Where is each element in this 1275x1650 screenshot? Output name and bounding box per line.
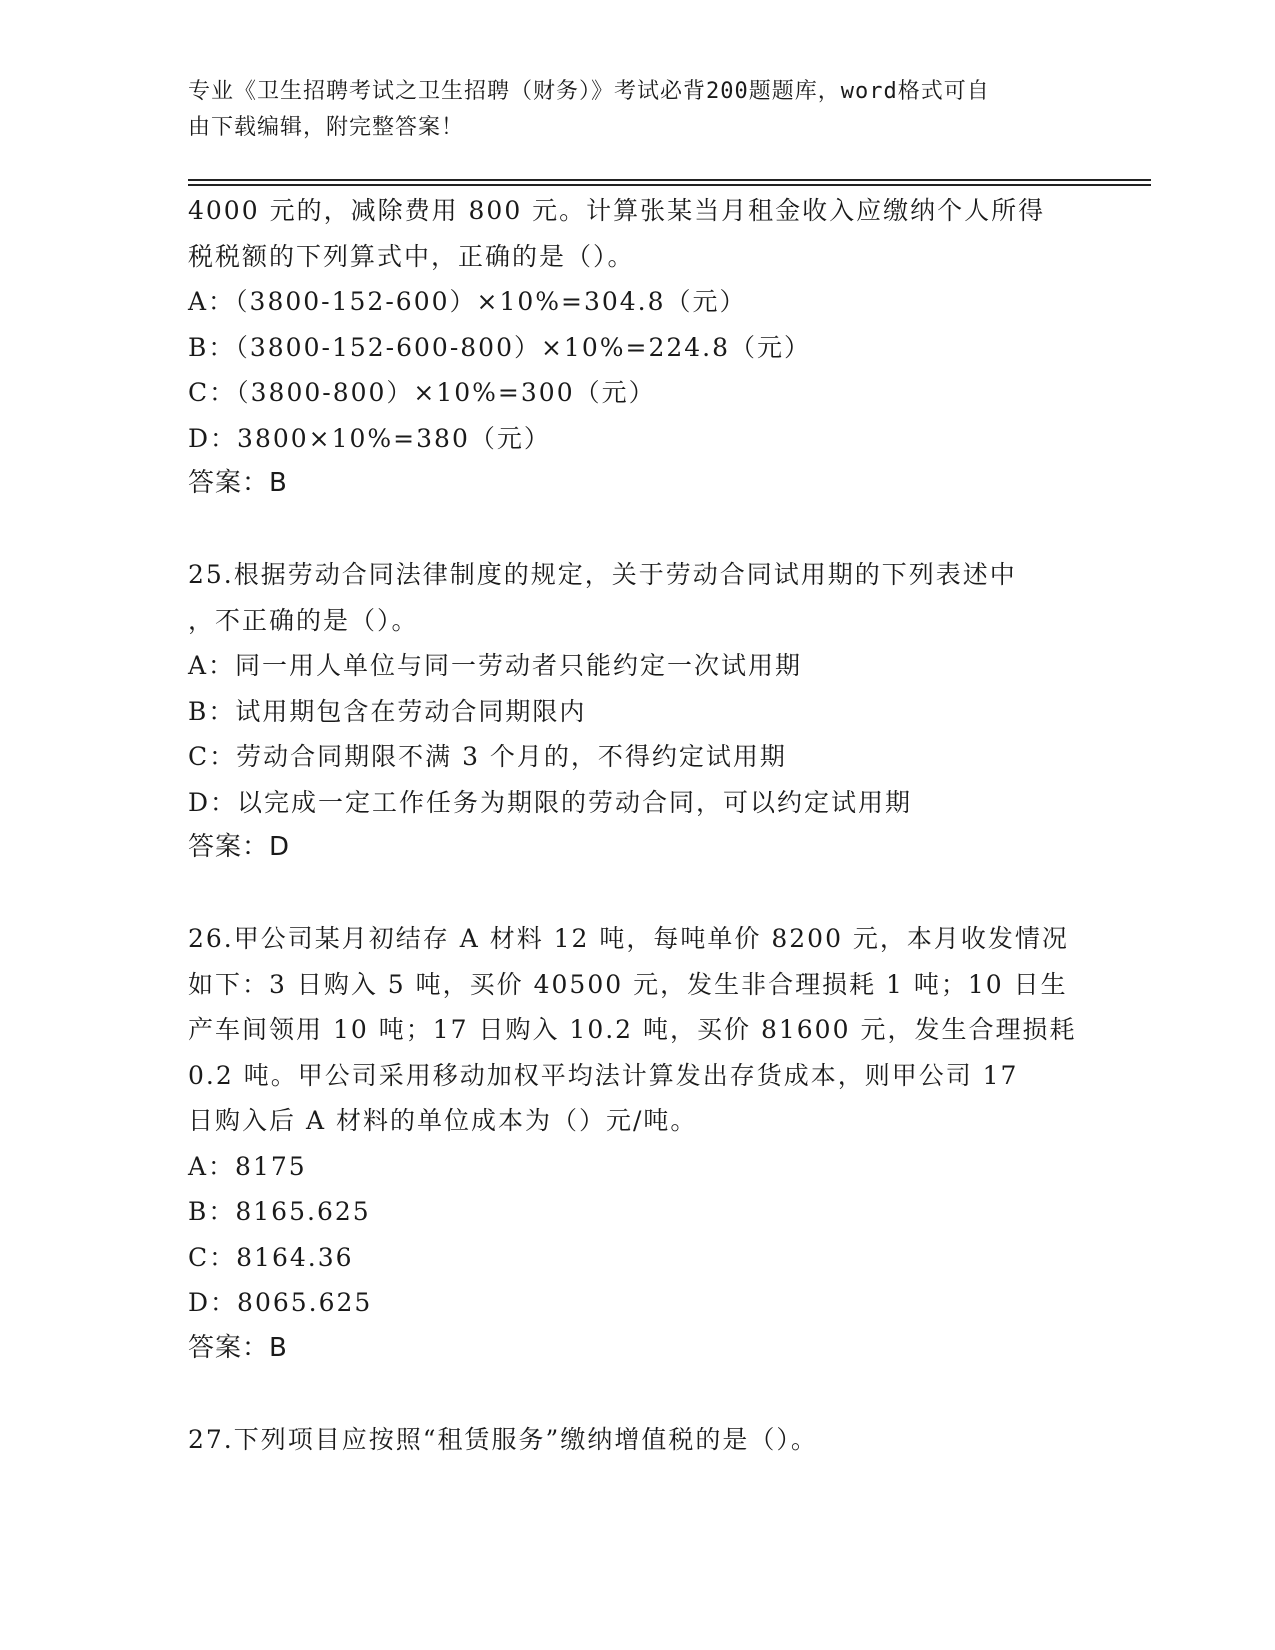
question-text-line: 税税额的下列算式中，正确的是（）。 xyxy=(188,241,635,271)
option-a: A：（3800-152-600）×10%=304.8（元） xyxy=(188,287,747,316)
question-text-line: 25.根据劳动合同法律制度的规定，关于劳动合同试用期的下列表述中 xyxy=(188,560,1017,589)
document-body xyxy=(188,188,1088,1462)
header-rule-bottom xyxy=(188,184,1151,186)
option-d: D：8065.625 xyxy=(188,1288,373,1317)
spacer xyxy=(188,507,1088,553)
answer-label: 答案：D xyxy=(188,832,291,862)
question-26 xyxy=(188,916,1088,1371)
question-text-line: 日购入后 A 材料的单位成本为（）元/吨。 xyxy=(188,1106,698,1135)
option-d: D：以完成一定工作任务为期限的劳动合同，可以约定试用期 xyxy=(188,787,913,817)
question-text-line: 27.下列项目应按照“租赁服务”缴纳增值税的是（）。 xyxy=(188,1424,818,1454)
option-c: C：劳动合同期限不满 3 个月的，不得约定试用期 xyxy=(188,742,787,771)
option-a: A：同一用人单位与同一劳动者只能约定一次试用期 xyxy=(188,651,803,680)
header-line-1: 专业《卫生招聘考试之卫生招聘（财务）》考试必背200题题库，word格式可自 xyxy=(188,79,990,104)
question-text-line: 26.甲公司某月初结存 A 材料 12 吨，每吨单价 8200 元，本月收发情况 xyxy=(188,924,1069,953)
answer-label: 答案：B xyxy=(188,1332,288,1363)
question-text-line: 4000 元的，减除费用 800 元。计算张某当月租金收入应缴纳个人所得 xyxy=(188,196,1046,225)
option-c: C：8164.36 xyxy=(188,1242,354,1272)
spacer xyxy=(188,1371,1088,1417)
option-a: A：8175 xyxy=(188,1151,307,1181)
question-25 xyxy=(188,552,1088,871)
option-b: B：（3800-152-600-800）×10%=224.8（元） xyxy=(188,332,812,362)
answer-label: 答案：B xyxy=(188,468,288,498)
header-rule-top xyxy=(188,179,1151,181)
option-c: C：（3800-800）×10%=300（元） xyxy=(188,378,656,407)
option-b: B：试用期包含在劳动合同期限内 xyxy=(188,696,587,726)
question-text-line: 0.2 吨。甲公司采用移动加权平均法计算发出存货成本，则甲公司 17 xyxy=(188,1060,1019,1090)
question-24-continued xyxy=(188,188,1088,507)
header-line-2: 由下载编辑，附完整答案！ xyxy=(188,115,465,140)
document-header xyxy=(188,74,1068,146)
question-text-line: 产车间领用 10 吨；17 日购入 10.2 吨，买价 81600 元，发生合理损耗 xyxy=(188,1015,1077,1044)
spacer xyxy=(188,871,1088,917)
option-b: B：8165.625 xyxy=(188,1197,371,1226)
question-text-line: ，不正确的是（）。 xyxy=(188,605,419,635)
option-d: D：3800×10%=380（元） xyxy=(188,423,551,453)
question-27 xyxy=(188,1417,1088,1463)
question-text-line: 如下：3 日购入 5 吨，买价 40500 元，发生非合理损耗 1 吨；10 日生 xyxy=(188,969,1068,999)
